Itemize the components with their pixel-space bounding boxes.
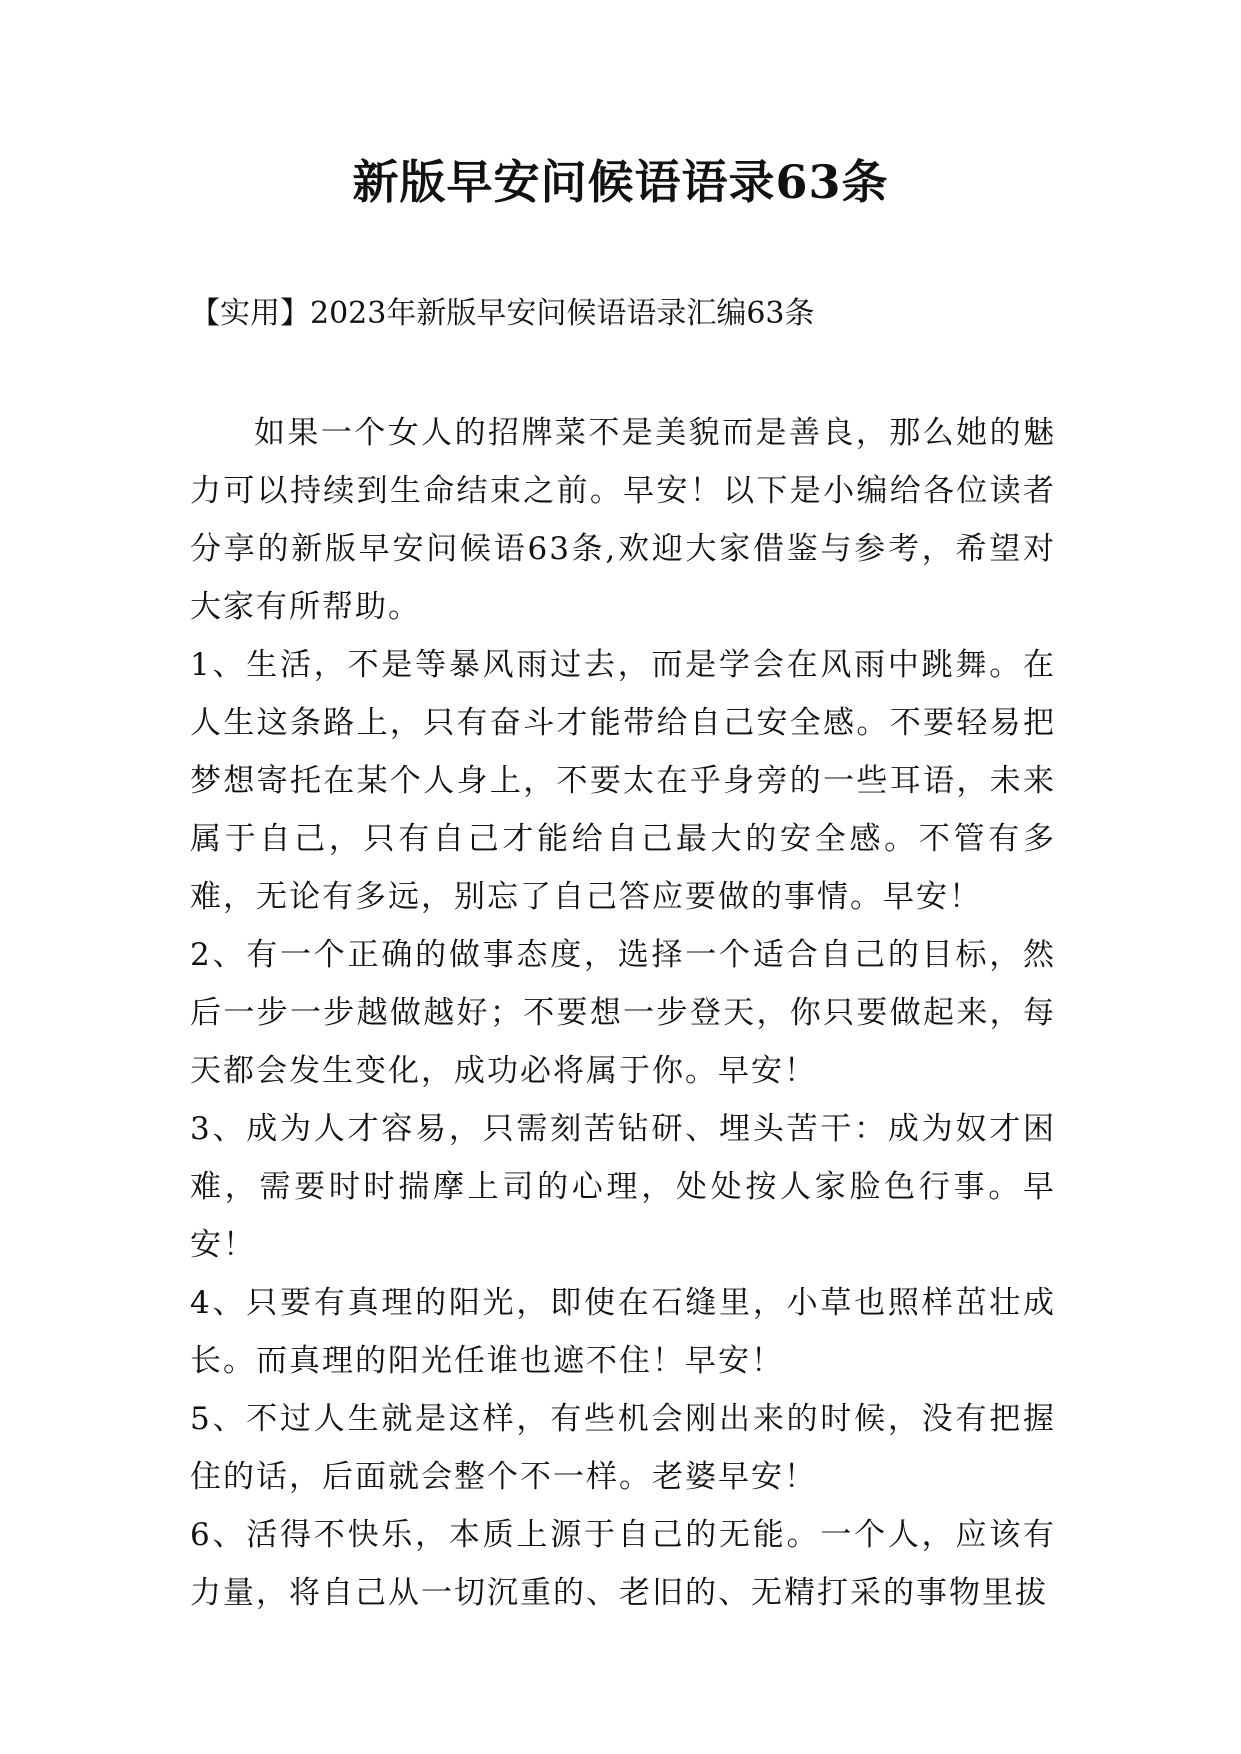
document-subtitle: 【实用】2023年新版早安问候语语录汇编63条 bbox=[190, 296, 815, 331]
list-item: 4、只要有真理的阳光，即使在石缝里，小草也照样茁壮成长。而真理的阳光任谁也遮不住！早安！ bbox=[190, 1285, 1056, 1379]
document-body bbox=[190, 404, 1056, 1622]
document-title: 新版早安问候语语录63条 bbox=[352, 155, 889, 209]
list-item: 2、有一个正确的做事态度，选择一个适合自己的目标，然后一步一步越做越好；不要想一步登天，你只要做起来，每天都会发生变化，成功必将属于你。早安！ bbox=[190, 937, 1056, 1089]
list-item: 5、不过人生就是这样，有些机会刚出来的时候，没有把握住的话，后面就会整个不一样。老婆早安！ bbox=[190, 1401, 1056, 1495]
list-item: 6、活得不快乐，本质上源于自己的无能。一个人，应该有力量，将自己从一切沉重的、老旧的、无精打采的事物里拔 bbox=[190, 1517, 1056, 1611]
intro-paragraph: 如果一个女人的招牌菜不是美貌而是善良，那么她的魅力可以持续到生命结束之前。早安！以下是小编给各位读者分享的新版早安问候语63条,欢迎大家借鉴与参考，希望对大家有所帮助。 bbox=[190, 415, 1056, 625]
list-item: 3、成为人才容易，只需刻苦钻研、埋头苦干：成为奴才困难，需要时时揣摩上司的心理，处处按人家脸色行事。早安！ bbox=[190, 1111, 1056, 1263]
list-item: 1、生活，不是等暴风雨过去，而是学会在风雨中跳舞。在人生这条路上，只有奋斗才能带给自己安全感。不要轻易把梦想寄托在某个人身上，不要太在乎身旁的一些耳语，未来属于自己，只有自己才能给自己最大的安全感。不管有多难，无论有多远，别忘了自己答应要做的事情。早安！ bbox=[190, 647, 1056, 915]
